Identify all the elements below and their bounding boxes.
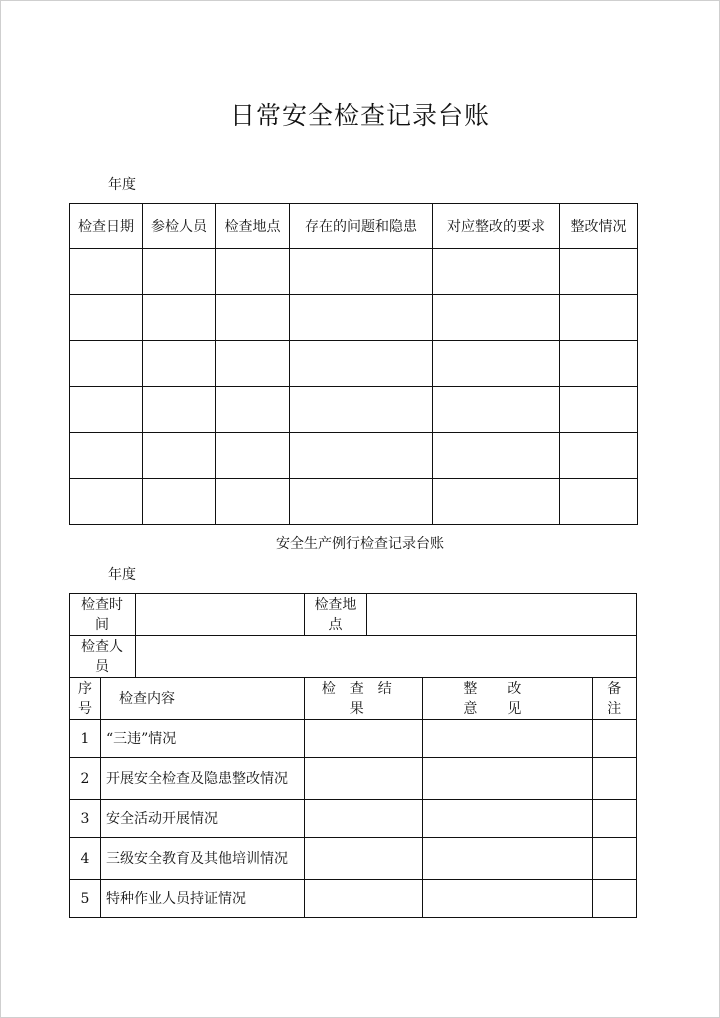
blank-cell[interactable] (290, 387, 433, 433)
header-opinion-text: 整改意见 (463, 680, 552, 717)
header-result (305, 678, 423, 720)
table-row (70, 433, 638, 479)
table-row (70, 720, 637, 758)
blank-cell[interactable] (216, 249, 290, 295)
blank-cell[interactable] (70, 295, 143, 341)
header-problems-hazards: 存在的问题和隐患 (290, 204, 433, 249)
blank-cell[interactable] (216, 341, 290, 387)
blank-cell[interactable] (70, 341, 143, 387)
inspector-label (70, 636, 136, 678)
row-opinion[interactable] (423, 720, 592, 758)
blank-cell[interactable] (560, 387, 638, 433)
header-participants: 参检人员 (143, 204, 216, 249)
blank-cell[interactable] (216, 479, 290, 525)
blank-cell[interactable] (433, 249, 560, 295)
blank-cell[interactable] (143, 479, 216, 525)
blank-cell[interactable] (290, 295, 433, 341)
blank-cell[interactable] (560, 295, 638, 341)
blank-cell[interactable] (70, 479, 143, 525)
blank-cell[interactable] (560, 249, 638, 295)
page-title: 日常安全检查记录台账 (229, 101, 490, 130)
blank-cell[interactable] (143, 295, 216, 341)
header-content-text: 检查内容 (118, 690, 175, 707)
table-row (70, 387, 638, 433)
row-item: 特种作业人员持证情况 (100, 880, 304, 918)
blank-cell[interactable] (290, 341, 433, 387)
row-result[interactable] (305, 880, 423, 918)
table-row (70, 880, 637, 918)
blank-cell[interactable] (216, 295, 290, 341)
routine-safety-inspection-table (69, 593, 637, 918)
inspector-row (70, 636, 637, 678)
row-remark[interactable] (592, 838, 636, 880)
blank-cell[interactable] (290, 249, 433, 295)
row-result[interactable] (305, 758, 423, 800)
row-number: 3 (70, 800, 101, 838)
row-item: “三违”情况 (100, 720, 304, 758)
subtitle: 安全生产例行检查记录台账 (276, 536, 444, 552)
row-number: 2 (70, 758, 101, 800)
table-row (70, 295, 638, 341)
header-remark (592, 678, 636, 720)
table-row (70, 249, 638, 295)
blank-cell[interactable] (70, 249, 143, 295)
row-remark[interactable] (592, 880, 636, 918)
row-remark[interactable] (592, 720, 636, 758)
blank-cell[interactable] (433, 433, 560, 479)
blank-cell[interactable] (216, 387, 290, 433)
row-result[interactable] (305, 720, 423, 758)
check-time-label (70, 594, 136, 636)
row-number: 4 (70, 838, 101, 880)
check-time-place-row (70, 594, 637, 636)
row-opinion[interactable] (423, 758, 592, 800)
blank-cell[interactable] (143, 433, 216, 479)
blank-cell[interactable] (560, 433, 638, 479)
table-row (70, 341, 638, 387)
header-check-date: 检查日期 (70, 204, 143, 249)
header-rectification-requirements: 对应整改的要求 (433, 204, 560, 249)
row-opinion[interactable] (423, 838, 592, 880)
blank-cell[interactable] (433, 479, 560, 525)
row-remark[interactable] (592, 758, 636, 800)
row-number: 1 (70, 720, 101, 758)
table-header-row (70, 204, 638, 249)
header-remark-text: 备注 (607, 680, 622, 717)
blank-cell[interactable] (290, 433, 433, 479)
table-row (70, 758, 637, 800)
table-row (70, 838, 637, 880)
year-label-1: 年度 (108, 177, 136, 193)
table-row (70, 479, 638, 525)
header-opinion (423, 678, 592, 720)
check-time-label-text: 检查时间 (81, 596, 123, 633)
blank-cell[interactable] (143, 249, 216, 295)
row-result[interactable] (305, 838, 423, 880)
header-rectification-status: 整改情况 (560, 204, 638, 249)
check-place-value[interactable] (367, 594, 637, 636)
blank-cell[interactable] (70, 387, 143, 433)
header-check-location: 检查地点 (216, 204, 290, 249)
row-opinion[interactable] (423, 800, 592, 838)
blank-cell[interactable] (433, 387, 560, 433)
inspector-label-text: 检查人员 (81, 638, 123, 675)
table-row (70, 800, 637, 838)
blank-cell[interactable] (143, 387, 216, 433)
header-content (100, 678, 304, 720)
blank-cell[interactable] (433, 295, 560, 341)
year-label-2: 年度 (108, 567, 136, 583)
header-content-spread (101, 689, 304, 709)
row-opinion[interactable] (423, 880, 592, 918)
row-item: 三级安全教育及其他培训情况 (100, 838, 304, 880)
blank-cell[interactable] (560, 341, 638, 387)
blank-cell[interactable] (560, 479, 638, 525)
inspector-value[interactable] (136, 636, 637, 678)
header-seq (70, 678, 101, 720)
table2-header-row (70, 678, 637, 720)
blank-cell[interactable] (143, 341, 216, 387)
row-item: 安全活动开展情况 (100, 800, 304, 838)
daily-safety-inspection-table (69, 203, 638, 525)
row-remark[interactable] (592, 800, 636, 838)
row-item: 开展安全检查及隐患整改情况 (100, 758, 304, 800)
blank-cell[interactable] (70, 433, 143, 479)
blank-cell[interactable] (216, 433, 290, 479)
row-number: 5 (70, 880, 101, 918)
row-result[interactable] (305, 800, 423, 838)
check-place-label (305, 594, 367, 636)
header-result-text: 检查结果 (321, 680, 406, 717)
check-place-label-text: 检查地点 (314, 596, 357, 633)
check-time-value[interactable] (136, 594, 305, 636)
blank-cell[interactable] (433, 341, 560, 387)
blank-cell[interactable] (290, 479, 433, 525)
header-seq-text: 序号 (77, 680, 92, 717)
